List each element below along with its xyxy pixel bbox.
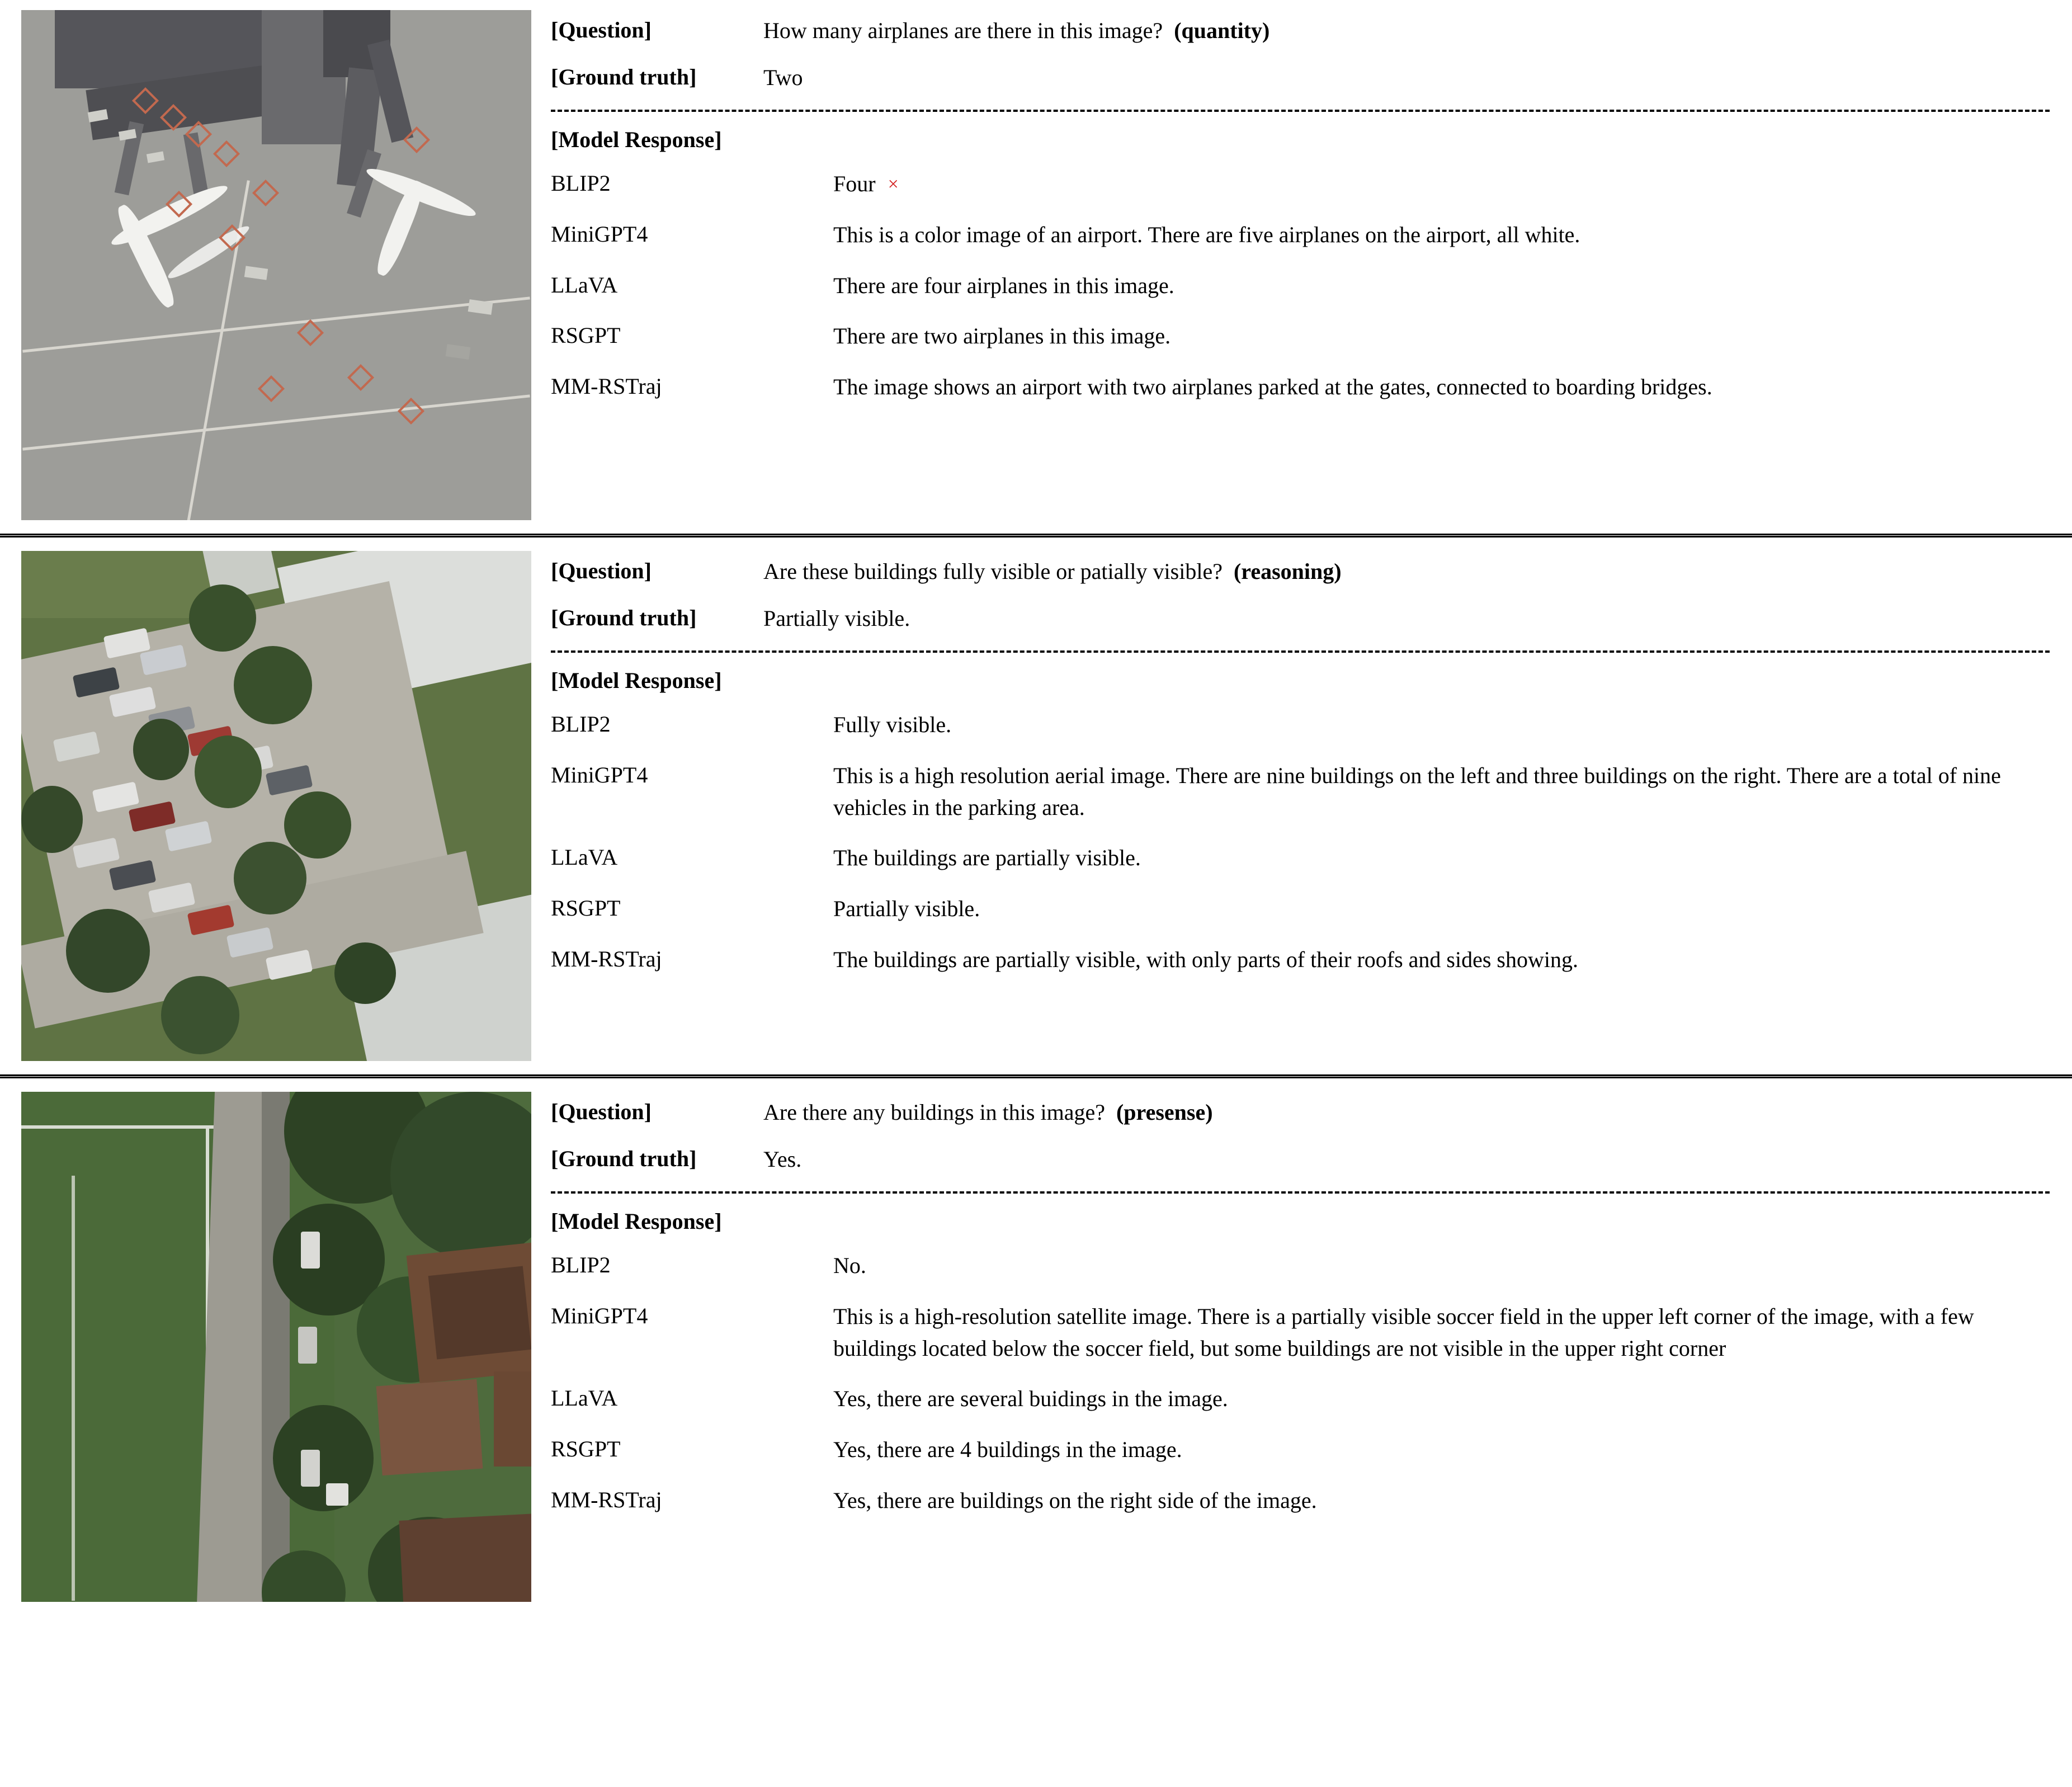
- response-row: [551, 1383, 2050, 1415]
- question-body: How many airplanes are there in this image?: [763, 18, 1163, 43]
- ground-truth-text: Partially visible.: [763, 606, 910, 631]
- example-block: [0, 541, 2072, 1071]
- response-row: [551, 760, 2050, 824]
- question-row: [551, 16, 2050, 46]
- dashed-divider: [551, 650, 2050, 653]
- question-label: [Question]: [551, 1099, 652, 1124]
- model-name: MiniGPT4: [551, 1303, 648, 1328]
- ground-truth-row: [551, 1144, 2050, 1175]
- response-text: There are four airplanes in this image.: [833, 272, 1174, 298]
- response-row: [551, 320, 2050, 352]
- response-row: [551, 371, 2050, 403]
- image-column: [0, 541, 534, 1071]
- model-name: RSGPT: [551, 323, 621, 348]
- image-column: [0, 0, 534, 530]
- response-row: [551, 1485, 2050, 1517]
- question-text: [763, 16, 1269, 46]
- example-block: [0, 0, 2072, 530]
- airport-apron-satellite-image: [21, 10, 531, 520]
- question-tag: (presense): [1116, 1100, 1213, 1125]
- qa-column: [534, 541, 2072, 995]
- model-name: RSGPT: [551, 895, 621, 921]
- response-text: Yes, there are 4 buildings in the image.: [833, 1437, 1182, 1463]
- response-text: The buildings are partially visible, with only parts of their roofs and sides showing.: [833, 946, 1578, 972]
- dashed-divider: [551, 110, 2050, 112]
- ground-truth-label: [Ground truth]: [551, 64, 697, 89]
- response-text: No.: [833, 1253, 866, 1278]
- model-name: LLaVA: [551, 272, 618, 298]
- question-label: [Question]: [551, 558, 652, 583]
- model-response-label: [Model Response]: [551, 1209, 722, 1234]
- qa-column: [534, 1082, 2072, 1536]
- model-response-label: [Model Response]: [551, 668, 722, 693]
- section-divider: [0, 534, 2072, 537]
- model-name: MM-RSTraj: [551, 946, 662, 972]
- question-row: [551, 557, 2050, 587]
- soccer-field-houses-satellite-image: [21, 1092, 531, 1602]
- ground-truth-text: Two: [763, 65, 803, 90]
- model-name: LLaVA: [551, 1385, 618, 1411]
- model-name: MM-RSTraj: [551, 374, 662, 399]
- response-text: There are two airplanes in this image.: [833, 323, 1171, 349]
- response-row: [551, 270, 2050, 302]
- response-text: This is a high-resolution satellite image. There is a partially visible soccer field in the upper left corner of the image, with a few buildings located below the soccer field, but some buildings are not visible in the upper right corner: [833, 1303, 1974, 1361]
- response-row: [551, 1301, 2050, 1365]
- ground-truth-label: [Ground truth]: [551, 1146, 697, 1171]
- question-row: [551, 1097, 2050, 1128]
- question-text: [763, 1097, 1213, 1128]
- model-name: LLaVA: [551, 845, 618, 870]
- wrong-mark-icon: ×: [888, 174, 899, 195]
- response-text: [833, 168, 2050, 200]
- response-text: Fully visible.: [833, 712, 952, 737]
- image-column: [0, 1082, 534, 1612]
- section-divider: [0, 1074, 2072, 1078]
- response-row: [551, 168, 2050, 200]
- ground-truth-label: [Ground truth]: [551, 605, 697, 630]
- ground-truth-row: [551, 63, 2050, 93]
- dashed-divider: [551, 1191, 2050, 1194]
- response-row: [551, 893, 2050, 925]
- response-text: Yes, there are several buidings in the image.: [833, 1386, 1228, 1412]
- parking-lot-satellite-image: [21, 551, 531, 1061]
- model-name: RSGPT: [551, 1436, 621, 1462]
- qa-column: [534, 0, 2072, 422]
- question-body: Are these buildings fully visible or patially visible?: [763, 559, 1223, 584]
- response-text: The image shows an airport with two airplanes parked at the gates, connected to boarding bridges.: [833, 374, 1712, 400]
- question-tag: (quantity): [1174, 18, 1270, 43]
- response-row: [551, 709, 2050, 741]
- ground-truth-text: Yes.: [763, 1147, 802, 1172]
- response-text: The buildings are partially visible.: [833, 845, 1141, 871]
- model-name: MM-RSTraj: [551, 1487, 662, 1512]
- response-row: [551, 219, 2050, 251]
- question-body: Are there any buildings in this image?: [763, 1100, 1105, 1125]
- model-response-label: [Model Response]: [551, 127, 722, 152]
- response-text: Partially visible.: [833, 896, 980, 922]
- question-tag: (reasoning): [1233, 559, 1342, 584]
- model-name: BLIP2: [551, 711, 611, 737]
- question-text: [763, 557, 1342, 587]
- question-label: [Question]: [551, 17, 652, 43]
- model-name: BLIP2: [551, 171, 611, 196]
- model-name: MiniGPT4: [551, 221, 648, 247]
- response-row: [551, 944, 2050, 976]
- example-block: [0, 1082, 2072, 1612]
- response-text: This is a color image of an airport. There are five airplanes on the airport, all white.: [833, 221, 1580, 247]
- response-row: [551, 842, 2050, 874]
- model-name: MiniGPT4: [551, 762, 648, 788]
- response-text: This is a high resolution aerial image. There are nine buildings on the left and three buildings on the right. There are a total of nine vehicles in the parking area.: [833, 762, 2001, 820]
- response-body: Four: [833, 171, 876, 196]
- model-name: BLIP2: [551, 1252, 611, 1277]
- response-row: [551, 1434, 2050, 1466]
- ground-truth-row: [551, 603, 2050, 634]
- response-row: [551, 1250, 2050, 1282]
- response-text: Yes, there are buildings on the right side of the image.: [833, 1487, 1317, 1513]
